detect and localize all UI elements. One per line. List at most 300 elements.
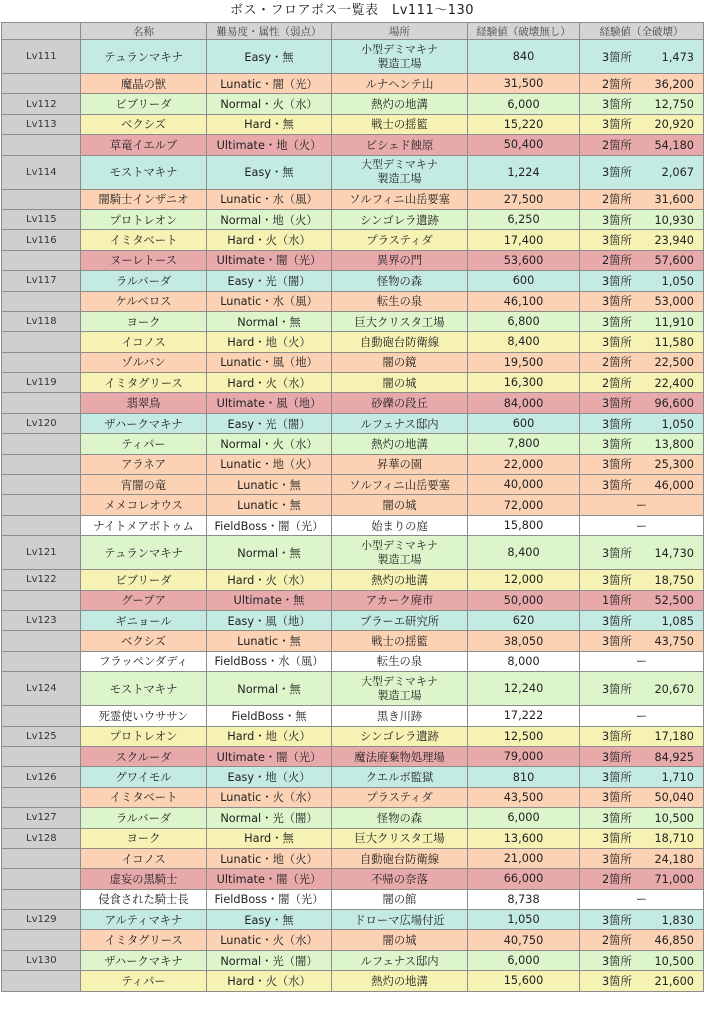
exp-full-break-cell [580, 393, 704, 413]
table-row [2, 570, 704, 590]
break-count: 2箇所 [602, 138, 632, 152]
location-line: アカーク廃市 [365, 594, 434, 608]
exp-no-break-cell: 600 [468, 271, 580, 291]
level-cell [2, 135, 81, 155]
table-row [2, 767, 704, 787]
location-cell [332, 767, 468, 787]
header-exp-full-break: 経験値（全破壊） [580, 23, 704, 40]
exp-no-break-cell: 19,500 [468, 352, 580, 372]
table-row [2, 787, 704, 807]
exp-full-break-cell [580, 726, 704, 746]
break-count: 3箇所 [602, 832, 632, 846]
exp-full-break-cell [580, 651, 704, 671]
full-break-exp: 25,300 [654, 458, 694, 472]
level-cell [2, 787, 81, 807]
location-cell [332, 515, 468, 535]
exp-full-break-cell [580, 950, 704, 970]
difficulty-cell: Lunatic・無 [207, 475, 332, 495]
difficulty-cell: Easy・地（火） [207, 767, 332, 787]
level-cell [2, 515, 81, 535]
difficulty-cell: FieldBoss・無 [207, 706, 332, 726]
location-cell [332, 311, 468, 331]
location-line: 製造工場 [377, 56, 422, 70]
full-break-exp: 11,910 [654, 315, 694, 329]
location-cell [332, 454, 468, 474]
full-break-exp: 71,000 [654, 872, 694, 886]
location-line: 異界の門 [376, 254, 423, 268]
header-level [2, 23, 81, 40]
full-break-exp: 24,180 [654, 852, 694, 866]
full-break-exp: 10,500 [654, 954, 694, 968]
location-line: 自動砲台防衛線 [359, 335, 440, 349]
table-row [2, 631, 704, 651]
location-line: 自動砲台防衛線 [359, 852, 440, 866]
full-break-exp: 1,050 [661, 274, 694, 288]
header-name: 名称 [81, 23, 207, 40]
location-line: ソルフィニ山岳要塞 [349, 193, 450, 207]
location-line: 転生の泉 [376, 655, 423, 669]
exp-no-break-cell: 53,600 [468, 250, 580, 270]
break-count: 3箇所 [602, 295, 632, 309]
break-count: 2箇所 [602, 356, 632, 370]
exp-full-break-cell [580, 373, 704, 393]
exp-no-break-cell: 7,800 [468, 434, 580, 454]
break-count: 3箇所 [602, 974, 632, 988]
exp-no-break-cell: 79,000 [468, 746, 580, 766]
table-row [2, 910, 704, 930]
difficulty-cell: Normal・火（水） [207, 434, 332, 454]
table-row [2, 250, 704, 270]
full-break-exp: 18,710 [654, 832, 694, 846]
exp-no-break-cell: 72,000 [468, 495, 580, 515]
exp-full-break-cell [580, 787, 704, 807]
exp-no-break-cell: 8,400 [468, 536, 580, 570]
name-cell: ビブリーダ [81, 94, 207, 114]
location-line: ルフェナス邸内 [360, 954, 439, 968]
exp-full-break-cell [580, 74, 704, 94]
location-cell [332, 475, 468, 495]
difficulty-cell: Lunatic・火（水） [207, 787, 332, 807]
name-cell: モストマキナ [81, 155, 207, 189]
break-count: 2箇所 [602, 872, 632, 886]
difficulty-cell: Ultimate・無 [207, 590, 332, 610]
location-line: 昇華の園 [376, 458, 423, 472]
break-count: 3箇所 [602, 852, 632, 866]
location-line: 闇の鏡 [382, 356, 417, 370]
name-cell: アラネア [81, 454, 207, 474]
difficulty-cell: Easy・無 [207, 910, 332, 930]
full-break-exp: 1,710 [661, 771, 694, 785]
name-cell: イミタベート [81, 230, 207, 250]
full-break-exp: 17,180 [654, 730, 694, 744]
exp-full-break-cell [580, 495, 704, 515]
name-cell: イミタグリース [81, 930, 207, 950]
location-line: 熱灼の地溝 [371, 98, 428, 112]
full-break-exp: 1,085 [661, 614, 694, 628]
difficulty-cell: Normal・光（闇） [207, 950, 332, 970]
difficulty-cell: Hard・火（水） [207, 570, 332, 590]
location-line: プラスティダ [366, 234, 433, 248]
level-cell [2, 651, 81, 671]
exp-no-break-cell: 40,750 [468, 930, 580, 950]
exp-full-break-cell [580, 808, 704, 828]
location-line: 黒き川跡 [376, 709, 423, 723]
break-count: 3箇所 [602, 98, 632, 112]
location-line: プラスティダ [366, 791, 433, 805]
table-row [2, 311, 704, 331]
location-cell [332, 393, 468, 413]
break-count: 3箇所 [602, 478, 632, 492]
name-cell: イミタグリース [81, 373, 207, 393]
break-count: 3箇所 [602, 315, 632, 329]
full-break-exp: 10,500 [654, 811, 694, 825]
location-line: 砂礫の段丘 [371, 397, 428, 411]
table-row [2, 230, 704, 250]
break-count: 3箇所 [602, 234, 632, 248]
location-line: ソルフィニ山岳要塞 [349, 478, 450, 492]
table-row [2, 209, 704, 229]
location-cell [332, 869, 468, 889]
full-break-exp: 36,200 [654, 77, 694, 91]
difficulty-cell: Normal・光（闇） [207, 808, 332, 828]
location-line: 製造工場 [377, 552, 422, 566]
location-line: 戦士の揺籃 [371, 635, 428, 649]
name-cell: ラルバーダ [81, 271, 207, 291]
table-row [2, 930, 704, 950]
exp-no-break-cell: 1,050 [468, 910, 580, 930]
break-count: 3箇所 [602, 614, 632, 628]
exp-no-break-cell: 15,600 [468, 971, 580, 991]
exp-full-break-cell [580, 515, 704, 535]
level-cell: Lv121 [2, 536, 81, 570]
table-row [2, 291, 704, 311]
exp-full-break-cell [580, 570, 704, 590]
break-count: 3箇所 [602, 730, 632, 744]
exp-no-break-cell: 31,500 [468, 74, 580, 94]
exp-no-break-cell: 810 [468, 767, 580, 787]
table-row [2, 393, 704, 413]
level-cell [2, 74, 81, 94]
difficulty-cell: Easy・光（闇） [207, 271, 332, 291]
table-row [2, 536, 704, 570]
level-cell: Lv123 [2, 610, 81, 630]
exp-full-break-cell [580, 889, 704, 909]
table-row [2, 610, 704, 630]
table-row [2, 808, 704, 828]
full-break-exp: ー [635, 519, 648, 533]
location-cell [332, 209, 468, 229]
name-cell: アルティマキナ [81, 910, 207, 930]
exp-full-break-cell [580, 135, 704, 155]
level-cell: Lv111 [2, 40, 81, 74]
location-line: 闇の城 [382, 934, 417, 948]
exp-no-break-cell: 6,000 [468, 808, 580, 828]
level-cell: Lv124 [2, 672, 81, 706]
level-cell: Lv115 [2, 209, 81, 229]
location-line: 製造工場 [377, 688, 422, 702]
location-cell [332, 189, 468, 209]
name-cell: ヨーク [81, 828, 207, 848]
name-cell: ザハークマキナ [81, 413, 207, 433]
location-line: 戦士の揺籃 [371, 118, 428, 132]
name-cell: グーブア [81, 590, 207, 610]
exp-no-break-cell: 50,000 [468, 590, 580, 610]
level-cell [2, 631, 81, 651]
level-cell: Lv120 [2, 413, 81, 433]
location-line: 大型デミマキナ [361, 674, 438, 688]
table-row [2, 413, 704, 433]
name-cell: ケルベロス [81, 291, 207, 311]
break-count: 3箇所 [602, 573, 632, 587]
break-count: 3箇所 [602, 417, 632, 431]
difficulty-cell: Lunatic・水（風） [207, 189, 332, 209]
exp-no-break-cell: 620 [468, 610, 580, 630]
name-cell: 翡翠鳥 [81, 393, 207, 413]
break-count: 3箇所 [602, 635, 632, 649]
exp-no-break-cell: 12,000 [468, 570, 580, 590]
exp-full-break-cell [580, 230, 704, 250]
break-count: 3箇所 [602, 335, 632, 349]
location-cell [332, 706, 468, 726]
full-break-exp: 18,750 [654, 573, 694, 587]
location-cell [332, 610, 468, 630]
exp-no-break-cell: 1,224 [468, 155, 580, 189]
table-row [2, 155, 704, 189]
name-cell: グワイモル [81, 767, 207, 787]
full-break-exp: 12,750 [654, 98, 694, 112]
exp-no-break-cell: 17,222 [468, 706, 580, 726]
full-break-exp: 22,500 [654, 356, 694, 370]
table-row [2, 706, 704, 726]
break-count: 3箇所 [602, 913, 632, 927]
level-cell: Lv122 [2, 570, 81, 590]
table-row [2, 651, 704, 671]
location-line: ブラーエ研究所 [359, 614, 440, 628]
name-cell: プロトレオン [81, 726, 207, 746]
location-line: 熱灼の地溝 [371, 437, 428, 451]
difficulty-cell: Lunatic・水（風） [207, 291, 332, 311]
table-row [2, 590, 704, 610]
level-cell [2, 393, 81, 413]
full-break-exp: 13,800 [654, 437, 694, 451]
header-location: 場所 [332, 23, 468, 40]
full-break-exp: 46,850 [654, 934, 694, 948]
level-cell [2, 706, 81, 726]
exp-full-break-cell [580, 706, 704, 726]
location-cell [332, 631, 468, 651]
location-cell [332, 352, 468, 372]
difficulty-cell: Hard・無 [207, 114, 332, 134]
table-row [2, 950, 704, 970]
location-line: ビシェド蝕原 [365, 138, 434, 152]
level-cell [2, 250, 81, 270]
location-cell [332, 848, 468, 868]
full-break-exp: 14,730 [654, 546, 694, 560]
exp-full-break-cell [580, 971, 704, 991]
level-cell [2, 434, 81, 454]
exp-no-break-cell: 6,000 [468, 950, 580, 970]
table-row [2, 746, 704, 766]
location-cell [332, 135, 468, 155]
difficulty-cell: Easy・無 [207, 40, 332, 74]
table-row [2, 114, 704, 134]
location-cell [332, 570, 468, 590]
level-cell: Lv130 [2, 950, 81, 970]
full-break-exp: 1,830 [661, 913, 694, 927]
location-cell [332, 74, 468, 94]
name-cell: ナイトメアボトゥム [81, 515, 207, 535]
break-count: 2箇所 [602, 254, 632, 268]
exp-full-break-cell [580, 434, 704, 454]
location-cell [332, 889, 468, 909]
location-line: 魔法廃棄物処理場 [354, 750, 445, 764]
full-break-exp: 96,600 [654, 397, 694, 411]
level-cell [2, 889, 81, 909]
table-row [2, 828, 704, 848]
name-cell: テュランマキナ [81, 40, 207, 74]
exp-full-break-cell [580, 332, 704, 352]
exp-no-break-cell: 12,240 [468, 672, 580, 706]
location-cell [332, 971, 468, 991]
difficulty-cell: FieldBoss・水（風） [207, 651, 332, 671]
full-break-exp: 46,000 [654, 478, 694, 492]
difficulty-cell: Hard・地（火） [207, 726, 332, 746]
table-row [2, 271, 704, 291]
full-break-exp: 23,940 [654, 234, 694, 248]
location-cell [332, 155, 468, 189]
break-count: 1箇所 [602, 594, 632, 608]
table-row [2, 135, 704, 155]
full-break-exp: 43,750 [654, 635, 694, 649]
difficulty-cell: Easy・光（闇） [207, 413, 332, 433]
level-cell [2, 930, 81, 950]
level-cell: Lv127 [2, 808, 81, 828]
exp-full-break-cell [580, 40, 704, 74]
table-row [2, 74, 704, 94]
name-cell: プロトレオン [81, 209, 207, 229]
exp-full-break-cell [580, 631, 704, 651]
location-line: 闇の城 [382, 376, 417, 390]
exp-full-break-cell [580, 672, 704, 706]
difficulty-cell: Ultimate・闇（光） [207, 250, 332, 270]
boss-table [1, 22, 704, 992]
full-break-exp: 1,473 [661, 50, 694, 64]
full-break-exp: 84,925 [654, 750, 694, 764]
difficulty-cell: Hard・火（水） [207, 373, 332, 393]
exp-no-break-cell: 21,000 [468, 848, 580, 868]
level-cell [2, 495, 81, 515]
name-cell: イコノス [81, 848, 207, 868]
level-cell [2, 454, 81, 474]
break-count: 3箇所 [602, 397, 632, 411]
location-line: 熱灼の地溝 [371, 974, 428, 988]
break-count: 2箇所 [602, 193, 632, 207]
level-cell [2, 590, 81, 610]
table-row [2, 454, 704, 474]
level-cell [2, 352, 81, 372]
location-cell [332, 434, 468, 454]
location-line: シンゴレラ遺跡 [360, 213, 439, 227]
full-break-exp: 50,040 [654, 791, 694, 805]
exp-no-break-cell: 43,500 [468, 787, 580, 807]
full-break-exp: ー [635, 709, 648, 723]
exp-full-break-cell [580, 189, 704, 209]
table-row [2, 869, 704, 889]
full-break-exp: 2,067 [661, 166, 694, 180]
name-cell: ティパー [81, 434, 207, 454]
difficulty-cell: Lunatic・火（水） [207, 930, 332, 950]
location-line: シンゴレラ遺跡 [360, 730, 439, 744]
break-count: 2箇所 [602, 77, 632, 91]
exp-full-break-cell [580, 910, 704, 930]
name-cell: ベクシズ [81, 114, 207, 134]
name-cell: ベクシズ [81, 631, 207, 651]
difficulty-cell: Hard・火（水） [207, 230, 332, 250]
difficulty-cell: Ultimate・闇（光） [207, 869, 332, 889]
exp-no-break-cell: 17,400 [468, 230, 580, 250]
difficulty-cell: Lunatic・地（火） [207, 454, 332, 474]
level-cell [2, 848, 81, 868]
break-count: 3箇所 [602, 50, 632, 64]
location-line: 闇の館 [382, 893, 417, 907]
location-cell [332, 672, 468, 706]
level-cell: Lv126 [2, 767, 81, 787]
exp-no-break-cell: 27,500 [468, 189, 580, 209]
exp-full-break-cell [580, 94, 704, 114]
full-break-exp: ー [635, 893, 648, 907]
location-line: 不帰の奈落 [371, 872, 428, 886]
difficulty-cell: Normal・無 [207, 536, 332, 570]
location-cell [332, 332, 468, 352]
level-cell: Lv113 [2, 114, 81, 134]
full-break-exp: 53,000 [654, 295, 694, 309]
level-cell [2, 332, 81, 352]
name-cell: ビブリーダ [81, 570, 207, 590]
name-cell: フラッペンダディ [81, 651, 207, 671]
difficulty-cell: Ultimate・風（地） [207, 393, 332, 413]
difficulty-cell: Normal・無 [207, 672, 332, 706]
location-cell [332, 746, 468, 766]
table-row [2, 848, 704, 868]
table-row [2, 40, 704, 74]
location-line: クエルボ監獄 [365, 771, 434, 785]
exp-full-break-cell [580, 291, 704, 311]
table-row [2, 475, 704, 495]
exp-no-break-cell: 38,050 [468, 631, 580, 651]
exp-full-break-cell [580, 155, 704, 189]
name-cell: ヨーク [81, 311, 207, 331]
location-line: 巨大クリスタ工場 [354, 315, 445, 329]
table-row [2, 515, 704, 535]
name-cell: ギニョール [81, 610, 207, 630]
exp-no-break-cell: 66,000 [468, 869, 580, 889]
location-cell [332, 94, 468, 114]
difficulty-cell: Normal・地（火） [207, 209, 332, 229]
location-cell [332, 651, 468, 671]
name-cell: 侵食された騎士長 [81, 889, 207, 909]
exp-no-break-cell: 8,400 [468, 332, 580, 352]
location-line: 熱灼の地溝 [371, 573, 428, 587]
exp-no-break-cell: 15,220 [468, 114, 580, 134]
level-cell: Lv112 [2, 94, 81, 114]
table-row [2, 672, 704, 706]
difficulty-cell: Easy・風（地） [207, 610, 332, 630]
location-cell [332, 950, 468, 970]
name-cell: ティパー [81, 971, 207, 991]
name-cell: イコノス [81, 332, 207, 352]
level-cell: Lv125 [2, 726, 81, 746]
location-line: 小型デミマキナ [361, 42, 438, 56]
